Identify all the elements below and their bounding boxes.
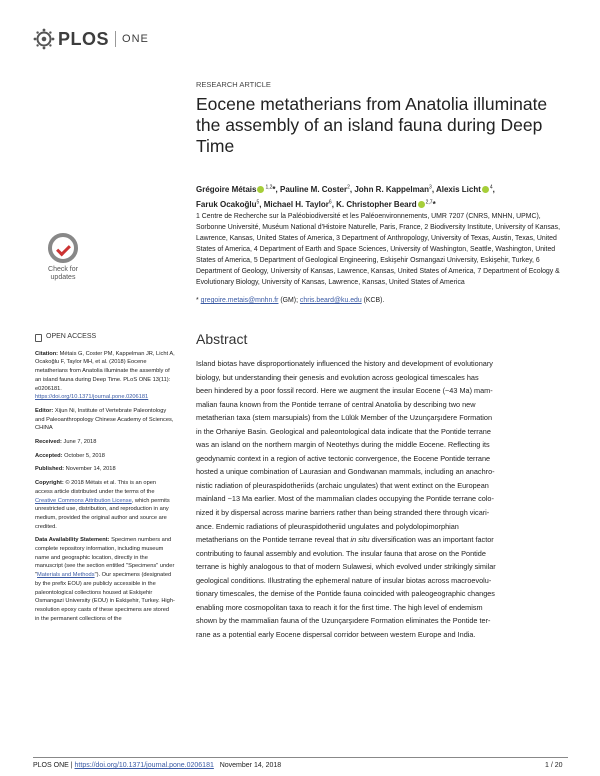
accepted-label: Accepted:: [35, 452, 63, 459]
published-label: Published:: [35, 466, 65, 473]
abstract-line: nized it by dispersal across marine barriers rather than being stranded there through vicari-: [196, 508, 490, 518]
accepted-date: October 5, 2018: [64, 452, 105, 459]
orcid-icon[interactable]: [418, 201, 425, 208]
corr-text-1: (GM);: [280, 297, 298, 304]
author-name: K. Christopher Beard: [336, 199, 417, 209]
orcid-icon[interactable]: [257, 186, 264, 193]
author-suffix: ,: [331, 199, 337, 209]
corr-text-2: (KCB).: [363, 297, 385, 304]
copyright-label: Copyright:: [35, 480, 64, 487]
logo-divider: [115, 31, 116, 47]
copyright-text: © 2018 Métais et al. This is an open access article distributed under the terms of the: [35, 480, 157, 495]
abstract-line: in the Orhaniye Basin. Geological and paleontological data indicate that the Pontide terrane: [196, 426, 491, 436]
received-label: Received:: [35, 439, 62, 446]
footer-journal: PLOS ONE: [33, 762, 69, 769]
open-access-badge: [35, 333, 175, 342]
article-type: RESEARCH ARTICLE: [196, 80, 271, 89]
check-updates-text: [36, 266, 90, 282]
check-for-updates-badge[interactable]: [36, 233, 90, 295]
author-suffix: ,: [492, 184, 495, 194]
abstract-line: enabling more cosmopolitan taxa to reach it for the first time. The high level of endemism: [196, 602, 483, 612]
author-name: John R. Kappelman: [354, 184, 430, 194]
abstract-line: Island biotas have disproportionately influenced the history and development of evolutionary: [196, 359, 493, 368]
article-title: Eocene metatherians from Anatolia illuminate the assembly of an island fauna during Deep Time: [196, 94, 548, 156]
author-affiliation-mark: 6: [328, 199, 332, 206]
affiliations: 1 Centre de Recherche sur la Paléobiodiversité et les Paléoenvironnements, UMR 7207 (CNRS, MNHN, UPMC), Sorbonne Université, Muséum National d'Histoire Naturelle, Paris, France, 2 Biodiversity Institute, University of Kansas, Lawrence, Kansas, United States of America, 3 Department of Anthropology, University of Texas, Austin, Texas, United States of America, 4 Department of Earth and Space Sciences, University of Washington, Seattle, Washington, United States of America, 5 Department of Geological Engineering, Eskişehir Osmangazi University, Eskişehir, Turkey, 6 Department of Geology, University of Kansas, Lawrence, Kansas, United States of America, 7 Department of Ecology & Evolutionary Biology, University of Kansas, Lawrence, Kansas, United States of America: [196, 213, 560, 286]
data-availability-label: Data Availability Statement:: [35, 537, 110, 544]
corr-email-2[interactable]: chris.beard@ku.edu: [299, 297, 362, 304]
author: [196, 185, 280, 194]
author: [264, 200, 336, 209]
author-affiliation-mark: 1,2: [265, 184, 273, 190]
citation-label: Citation:: [35, 350, 59, 357]
published-block: [35, 465, 175, 474]
abstract-line: terrane is highly analogous to that of modern Sulawesi, which evolved under strikingly similar: [196, 562, 496, 572]
journal-logo: [33, 28, 149, 50]
corr-prefix: *: [196, 297, 199, 304]
author: [280, 185, 354, 194]
check-updates-line2: updates: [50, 274, 76, 281]
abstract-line: geodynamic context in a region of active tectonic convergence, the Eocene Pontide terrane: [196, 453, 491, 463]
author: [436, 185, 495, 194]
author: [196, 200, 264, 209]
author-affiliation-mark: 5: [256, 199, 260, 206]
abstract-line: ance. Endemic radiations of pleuraspidotheriid ungulates and polydolopimorphian: [196, 521, 459, 531]
editor-text: Xijun Ni, Institute of Vertebrate Paleontology and Paleoanthropology Chinese Academy of Sciences, CHINA: [35, 407, 174, 432]
author-affiliation-mark: 4: [489, 184, 493, 190]
data-availability-text-2: "). Our specimens (designated by the prefix EOU) are publicly accessible in the paleontological collections housed at Eskişehir Osmangazi University (EOU) in Eskişehir, Turkey. High-resolution epoxy casts of these specimens are stored in the permanent collections of the: [35, 572, 175, 622]
accepted-block: [35, 452, 175, 461]
footer-separator: |: [70, 762, 73, 769]
abstract-line: nistic radiation of pleuraspidotheriids (archaic ungulates) that went extinct on the European: [196, 480, 489, 490]
corr-email-1[interactable]: gregoire.metais@mnhn.fr: [200, 297, 279, 304]
author-affiliation-mark: 2,7: [425, 199, 433, 206]
citation-doi-link[interactable]: https://doi.org/10.1371/journal.pone.0206181: [35, 394, 149, 401]
abstract-line: mainland ~13 Ma earlier. Most of the mammalian clades occupying the Pontide terrane colo-: [196, 494, 494, 504]
received-block: [35, 438, 175, 447]
author-name: Faruk Ocakoğlu: [196, 199, 257, 209]
article-sidebar: [35, 333, 175, 628]
abstract-line: hosted a unique combination of Laurasian and Gondwanan mammals, including an anachro-: [196, 467, 495, 477]
license-link[interactable]: Creative Commons Attribution License: [35, 497, 132, 504]
abstract-line: geological conditions. Illustrating the ephemeral nature of insular biotas across macroevolu-: [196, 575, 492, 585]
editor-block: [35, 407, 175, 433]
orcid-icon[interactable]: [482, 186, 489, 193]
abstract-line: shown by the mammalian fauna of the Uzunçarşıdere Formation eliminates the Pontide ter-: [196, 616, 491, 626]
abstract-line: metatherian taxa (stem marsupials) from the Lülük Member of the Uzunçarşıdere Formation: [196, 413, 493, 423]
author-affiliation-mark: 3: [429, 184, 432, 190]
author-name: Pauline M. Coster: [279, 184, 348, 194]
abstract-line: biology, but understanding their genesis and evolution across geological timescales has: [196, 372, 479, 382]
footer-citation: [33, 762, 281, 769]
author-suffix: *,: [272, 184, 280, 194]
published-date: November 14, 2018: [65, 466, 116, 473]
received-date: June 7, 2018: [63, 439, 97, 446]
abstract-heading: Abstract: [196, 331, 248, 347]
lock-icon: [35, 334, 42, 342]
open-access-label: OPEN ACCESS: [46, 333, 97, 340]
abstract-text: [196, 357, 567, 641]
editor-label: Editor:: [35, 407, 54, 414]
check-updates-line1: Check for: [48, 266, 78, 273]
author-name: Michael H. Taylor: [263, 199, 329, 209]
author: [354, 185, 436, 194]
citation-text: Métais G, Coster PM, Kappelman JR, Licht A, Ocakoğlu F, Taylor MH, et al. (2018) Eocene metatherians from Anatolia illuminate the assembly of an island fauna during Deep Time. PLoS ONE 13(11): e0206181.: [35, 350, 175, 392]
footer-date: November 14, 2018: [219, 762, 282, 769]
page-number: 1 / 20: [545, 762, 563, 769]
copyright-text-2: , which permits unrestricted use, distribution, and reproduction in any medium, provided the original author and source are credited.: [35, 497, 170, 530]
abstract-line: been hindered by a poor fossil record. Here we augment the insular Eocene (~43 Ma) mam-: [196, 386, 493, 396]
author-name: Alexis Licht: [435, 184, 481, 194]
abstract-line: contributing to faunal assembly and evolution. The insular fauna that arose on the Pontide: [196, 548, 486, 558]
logo-journal: ONE: [122, 33, 149, 45]
abstract-line: rane as a potential early Eocene dispersal corridor between western Europe and India.: [196, 629, 476, 639]
abstract-line: metatherians on the Pontide terrane reveal that in situ diversification was an important factor: [196, 535, 494, 545]
footer-doi-link[interactable]: https://doi.org/10.1371/journal.pone.0206181: [74, 762, 214, 769]
citation-block: [35, 350, 175, 402]
author-suffix: ,: [259, 199, 264, 209]
author-suffix: ,: [349, 184, 355, 194]
abstract-line: tionary timescales, the demise of the Pontide fauna coincided with paleogeographic changes: [196, 589, 495, 599]
footer-divider: [33, 757, 568, 758]
data-availability-block: [35, 536, 175, 623]
author-list: [196, 181, 566, 211]
copyright-block: [35, 479, 175, 531]
materials-methods-link[interactable]: Materials and Methods: [37, 572, 95, 579]
author: [336, 200, 436, 209]
author-suffix: *: [432, 199, 436, 209]
author-affiliation-mark: 2: [347, 184, 350, 190]
data-availability-text: Specimen numbers and complete repository information, including museum name and geographic location, directly in the manuscript (see the section entitled "Specimens" under ": [35, 537, 175, 579]
author-suffix: ,: [431, 184, 436, 194]
abstract-line: was an island on the northern margin of Neotethys during the middle Eocene. Reflecting its: [196, 440, 490, 450]
correspondence: [196, 297, 566, 304]
check-updates-icon: [48, 233, 78, 263]
author-name: Grégoire Métais: [196, 184, 257, 194]
logo-brand: PLOS: [58, 28, 110, 49]
plos-logo-icon: [33, 28, 55, 50]
abstract-line: malian fauna known from the Pontide terrane of central Anatolia by describing two new: [196, 399, 476, 409]
